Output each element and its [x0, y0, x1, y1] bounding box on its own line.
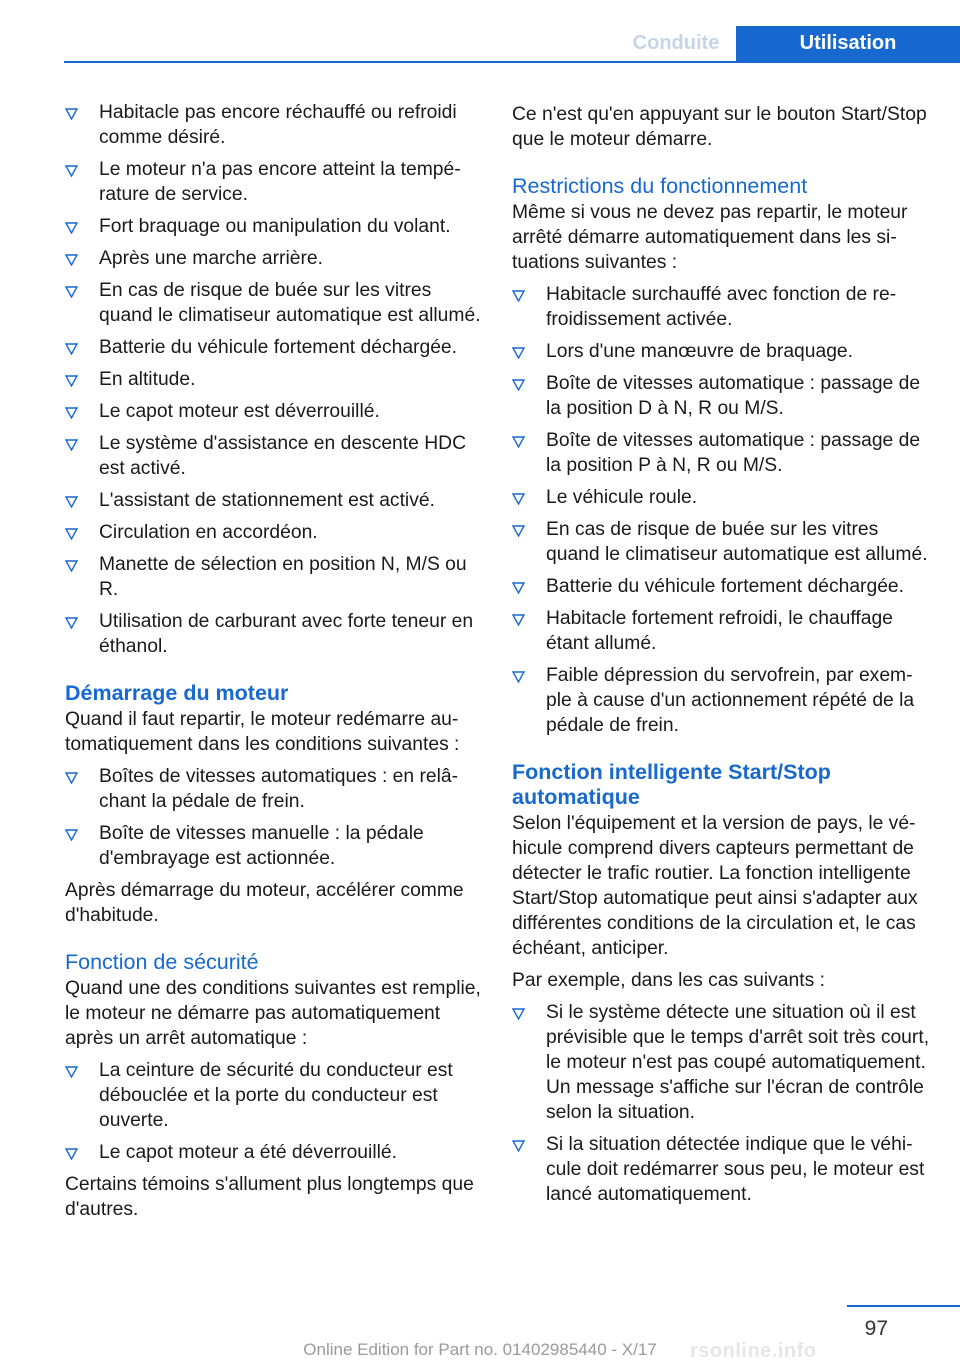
triangle-bullet-icon — [65, 108, 78, 120]
triangle-bullet-icon — [65, 1148, 78, 1160]
triangle-bullet-icon — [65, 222, 78, 234]
para-intelligente: Selon l'équipement et la version de pays, le véhicule comprend divers capteurs permettant de détecter le trafic routier. La fonction intelligente Start/Stop automatique peut ainsi s'adapter aux différentes conditions de la circulation et, le cas échéant, anticiper. — [512, 813, 918, 959]
para-temoins: Certains témoins s'allument plus longtemps que d'autres. — [65, 1174, 474, 1220]
list-item-text: Habitacle pas encore réchauffé ou refroidi comme désiré. — [99, 102, 457, 148]
restrictions-list — [512, 282, 930, 738]
triangle-bullet-icon — [65, 496, 78, 508]
list-item — [512, 606, 930, 656]
securite-list — [65, 1058, 483, 1165]
list-item-text: En altitude. — [99, 369, 196, 390]
triangle-bullet-icon — [65, 286, 78, 298]
triangle-bullet-icon — [65, 1066, 78, 1078]
list-item-text: Lors d'une manœuvre de braquage. — [546, 341, 854, 362]
list-item-text: Boîte de vitesses automatique : passage de la position D à N, R ou M/S. — [546, 373, 921, 419]
list-item-text: Habitacle surchauffé avec fonction de refroidissement activée. — [546, 284, 897, 330]
para-securite: Quand une des conditions suivantes est remplie, le moteur ne démarre pas automatiquement après un arrêt automatique : — [65, 978, 481, 1049]
list-item — [65, 246, 483, 271]
page-number: 97 — [864, 1317, 888, 1340]
para-exemple: Par exemple, dans les cas suivants : — [512, 970, 825, 991]
header-rule — [64, 61, 960, 63]
triangle-bullet-icon — [512, 493, 525, 505]
list-item — [512, 282, 930, 332]
list-item-text: En cas de risque de buée sur les vitres quand le climatiseur automatique est allumé. — [99, 280, 481, 326]
triangle-bullet-icon — [65, 772, 78, 784]
list-item — [512, 663, 930, 738]
exemple-list — [512, 1000, 930, 1207]
list-item-text: Le véhicule roule. — [546, 487, 698, 508]
list-item — [65, 520, 483, 545]
triangle-bullet-icon — [512, 1140, 525, 1152]
para-start-stop: Ce n'est qu'en appuyant sur le bouton Start/Stop que le moteur démarre. — [512, 104, 927, 150]
triangle-bullet-icon — [65, 407, 78, 419]
list-item-text: Boîte de vitesses manuelle : la pédale d'embrayage est actionnée. — [99, 823, 424, 869]
triangle-bullet-icon — [65, 528, 78, 540]
list-item — [65, 157, 483, 207]
list-item — [65, 399, 483, 424]
heading-securite: Fonction de sécurité — [65, 950, 259, 974]
page-header — [0, 0, 960, 62]
triangle-bullet-icon — [65, 165, 78, 177]
list-item-text: Si le système détecte une situation où il est prévisible que le temps d'arrêt soit très court, le moteur n'est pas coupé automatiquement. Un message s'affiche sur l'écran de contrôle selon la situation. — [546, 1002, 930, 1123]
edition-footer: Online Edition for Part no. 01402985440 - X/17 — [303, 1340, 657, 1359]
triangle-bullet-icon — [512, 379, 525, 391]
triangle-bullet-icon — [65, 560, 78, 572]
list-item-text: Boîtes de vitesses automatiques : en relâchant la pédale de frein. — [99, 766, 459, 812]
list-item-text: La ceinture de sécurité du conducteur est débouclée et la porte du conducteur est ouverte. — [99, 1060, 453, 1131]
triangle-bullet-icon — [512, 290, 525, 302]
list-item — [512, 485, 930, 510]
list-item-text: Le capot moteur est déverrouillé. — [99, 401, 380, 422]
list-item — [512, 1000, 930, 1125]
list-item-text: Le moteur n'a pas encore atteint la température de service. — [99, 159, 461, 205]
list-item — [512, 371, 930, 421]
triangle-bullet-icon — [512, 614, 525, 626]
list-item — [65, 100, 483, 150]
list-item-text: Si la situation détectée indique que le véhicule doit redémarrer sous peu, le moteur est lancé automatiquement. — [546, 1134, 925, 1205]
heading-restrictions: Restrictions du fonctionnement — [512, 174, 808, 198]
list-item — [65, 335, 483, 360]
list-item — [512, 1132, 930, 1207]
triangle-bullet-icon — [512, 1008, 525, 1020]
triangle-bullet-icon — [512, 582, 525, 594]
list-item-text: Batterie du véhicule fortement déchargée. — [546, 576, 904, 597]
tab-utilisation[interactable]: Utilisation — [736, 26, 960, 62]
list-item-text: En cas de risque de buée sur les vitres quand le climatiseur automatique est allumé. — [546, 519, 928, 565]
demarrage-list — [65, 764, 483, 871]
triangle-bullet-icon — [512, 525, 525, 537]
list-item — [65, 764, 483, 814]
triangle-bullet-icon — [65, 829, 78, 841]
heading-intelligente: Fonction intelligente Start/Stop automatique — [512, 760, 831, 809]
triangle-bullet-icon — [65, 439, 78, 451]
list-item — [65, 1140, 483, 1165]
watermark: rsonline.info — [690, 1340, 817, 1362]
heading-demarrage: Démarrage du moteur — [65, 681, 289, 705]
list-item — [512, 574, 930, 599]
triangle-bullet-icon — [65, 254, 78, 266]
right-column — [512, 100, 930, 1214]
list-item — [512, 517, 930, 567]
list-item — [65, 609, 483, 659]
list-item-text: Fort braquage ou manipulation du volant. — [99, 216, 451, 237]
para-demarrage: Quand il faut repartir, le moteur redémarre automatiquement dans les conditions suivantes : — [65, 709, 460, 755]
tab-conduite[interactable]: Conduite — [632, 32, 720, 54]
left-column — [65, 100, 483, 1229]
list-item-text: Boîte de vitesses automatique : passage de la position P à N, R ou M/S. — [546, 430, 921, 476]
list-item — [65, 488, 483, 513]
triangle-bullet-icon — [512, 436, 525, 448]
list-item-text: Le système d'assistance en descente HDC est activé. — [99, 433, 466, 479]
para-apres-demarrage: Après démarrage du moteur, accélérer comme d'habitude. — [65, 880, 464, 926]
list-item — [512, 428, 930, 478]
list-item — [65, 367, 483, 392]
list-item-text: Habitacle fortement refroidi, le chauffage étant allumé. — [546, 608, 893, 654]
para-restrictions: Même si vous ne devez pas repartir, le moteur arrêté démarre automatiquement dans les situations suivantes : — [512, 202, 908, 273]
list-item — [65, 431, 483, 481]
footer-rule — [847, 1305, 960, 1307]
list-item-text: Après une marche arrière. — [99, 248, 323, 269]
triangle-bullet-icon — [512, 347, 525, 359]
list-item-text: Batterie du véhicule fortement déchargée. — [99, 337, 457, 358]
list-item — [65, 214, 483, 239]
triangle-bullet-icon — [65, 343, 78, 355]
list-item-text: Manette de sélection en position N, M/S ou R. — [99, 554, 467, 600]
list-item-text: Le capot moteur a été déverrouillé. — [99, 1142, 397, 1163]
triangle-bullet-icon — [512, 671, 525, 683]
conditions-list — [65, 100, 483, 659]
list-item-text: Utilisation de carburant avec forte teneur en éthanol. — [99, 611, 474, 657]
list-item — [512, 339, 930, 364]
list-item — [65, 1058, 483, 1133]
list-item-text: Faible dépression du servofrein, par exemple à cause d'un actionnement répété de la pédale de frein. — [546, 665, 915, 736]
list-item-text: Circulation en accordéon. — [99, 522, 318, 543]
triangle-bullet-icon — [65, 375, 78, 387]
list-item — [65, 552, 483, 602]
list-item — [65, 278, 483, 328]
triangle-bullet-icon — [65, 617, 78, 629]
list-item-text: L'assistant de stationnement est activé. — [99, 490, 435, 511]
list-item — [65, 821, 483, 871]
